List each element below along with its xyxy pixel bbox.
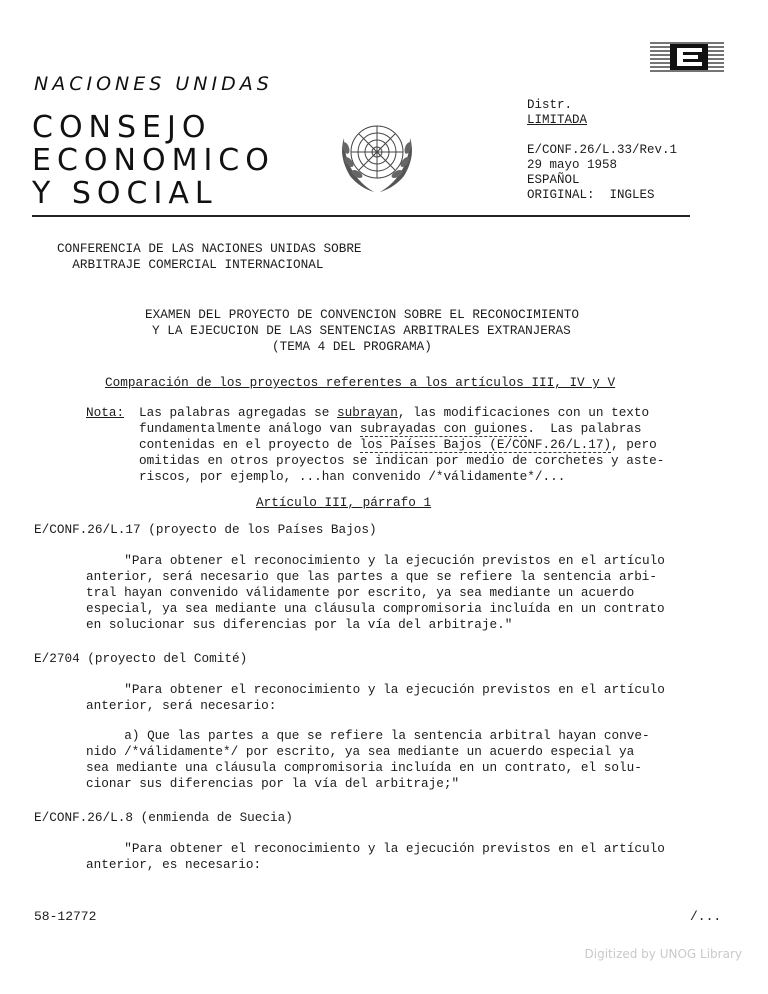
org-name-line4: Y SOCIAL <box>32 176 218 211</box>
continued-marker: /... <box>690 909 722 924</box>
section1-line4: especial, ya sea mediante una cláusula compromisoria incluída en un contrato <box>86 601 665 616</box>
section3-line2: anterior, es necesario: <box>86 857 262 872</box>
conference-line2: ARBITRAJE COMERCIAL INTERNACIONAL <box>57 257 324 272</box>
title-line2: Y LA EJECUCION DE LAS SENTENCIAS ARBITRALES EXTRANJERAS <box>152 323 571 338</box>
section2-line5: sea mediante una cláusula compromisoria incluída en un contrato, el solu- <box>86 760 642 775</box>
section2-line3: a) Que las partes a que se refiere la sentencia arbitral hayan conve- <box>109 728 650 743</box>
section3-heading: E/CONF.26/L.8 (enmienda de Suecia) <box>34 810 293 825</box>
document-info <box>527 98 677 203</box>
section1-line5: en solucionar sus diferencias por la vía del arbitraje." <box>86 617 513 632</box>
conference-line1: CONFERENCIA DE LAS NACIONES UNIDAS SOBRE <box>57 241 362 256</box>
header-divider <box>32 215 690 217</box>
section2-line4: nido /*válidamente*/ por escrito, ya sea mediante un acuerdo especial ya <box>86 744 635 759</box>
org-name-line3: ECONOMICO <box>32 143 275 178</box>
title-line1: EXAMEN DEL PROYECTO DE CONVENCION SOBRE EL RECONOCIMIENTO <box>145 307 579 322</box>
distribution-value: LIMITADA <box>527 113 588 127</box>
section1-line3: tral hayan convenido válidamente por escrito, ya sea mediante un acuerdo <box>86 585 635 600</box>
org-name-line1: NACIONES UNIDAS <box>34 73 273 95</box>
comparison-heading: Comparación de los proyectos referentes a los artículos III, IV y V <box>105 375 616 390</box>
note-label: Nota: <box>86 405 125 420</box>
section3-line1: "Para obtener el reconocimiento y la ejecución previstos en el artículo <box>109 841 665 856</box>
note-line5: riscos, por ejemplo, ...han convenido /*válidamente*/... <box>139 469 566 484</box>
document-symbol: E/CONF.26/L.33/Rev.1 <box>527 143 678 157</box>
article-heading: Artículo III, párrafo 1 <box>256 495 432 510</box>
section2-line6: cionar sus diferencias por la vía del arbitraje;" <box>86 776 460 791</box>
distribution-label: Distr. <box>527 98 573 112</box>
netherlands-draft-ref: los Países Bajos (E/CONF.26/L.17) <box>359 437 612 452</box>
section1-heading: E/CONF.26/L.17 (proyecto de los Países Bajos) <box>34 522 377 537</box>
document-language: ESPAÑOL <box>527 173 580 187</box>
section2-heading: E/2704 (proyecto del Comité) <box>34 651 248 666</box>
note-line3: contenidas en el proyecto de los Países Bajos (E/CONF.26/L.17), pero <box>139 437 657 452</box>
subrayan-word: subrayan <box>336 405 398 420</box>
original-language: ORIGINAL: INGLES <box>527 188 655 202</box>
note-line4: omitidas en otros proyectos se indican por medio de corchetes y aste- <box>139 453 665 468</box>
note-line2: fundamentalmente análogo van subrayadas con guiones. Las palabras <box>139 421 642 436</box>
document-number: 58-12772 <box>34 909 97 924</box>
note-line1: Las palabras agregadas se subrayan, las modificaciones con un texto <box>139 405 650 420</box>
section1-line1: "Para obtener el reconocimiento y la ejecución previstos en el artículo <box>109 553 665 568</box>
section2-line2: anterior, será necesario: <box>86 698 277 713</box>
org-name-line2: CONSEJO <box>32 110 212 145</box>
title-line3: (TEMA 4 DEL PROGRAMA) <box>272 339 432 354</box>
section2-line1: "Para obtener el reconocimiento y la ejecución previstos en el artículo <box>109 682 665 697</box>
dashed-underline-text: subrayadas con guiones <box>359 421 528 436</box>
un-emblem-icon <box>330 108 424 202</box>
section1-line2: anterior, será necesario que las partes a que se refiere la sentencia arbi- <box>86 569 658 584</box>
digitized-watermark: Digitized by UNOG Library <box>584 947 742 961</box>
un-document-e-logo <box>650 40 724 74</box>
document-date: 29 mayo 1958 <box>527 158 618 172</box>
